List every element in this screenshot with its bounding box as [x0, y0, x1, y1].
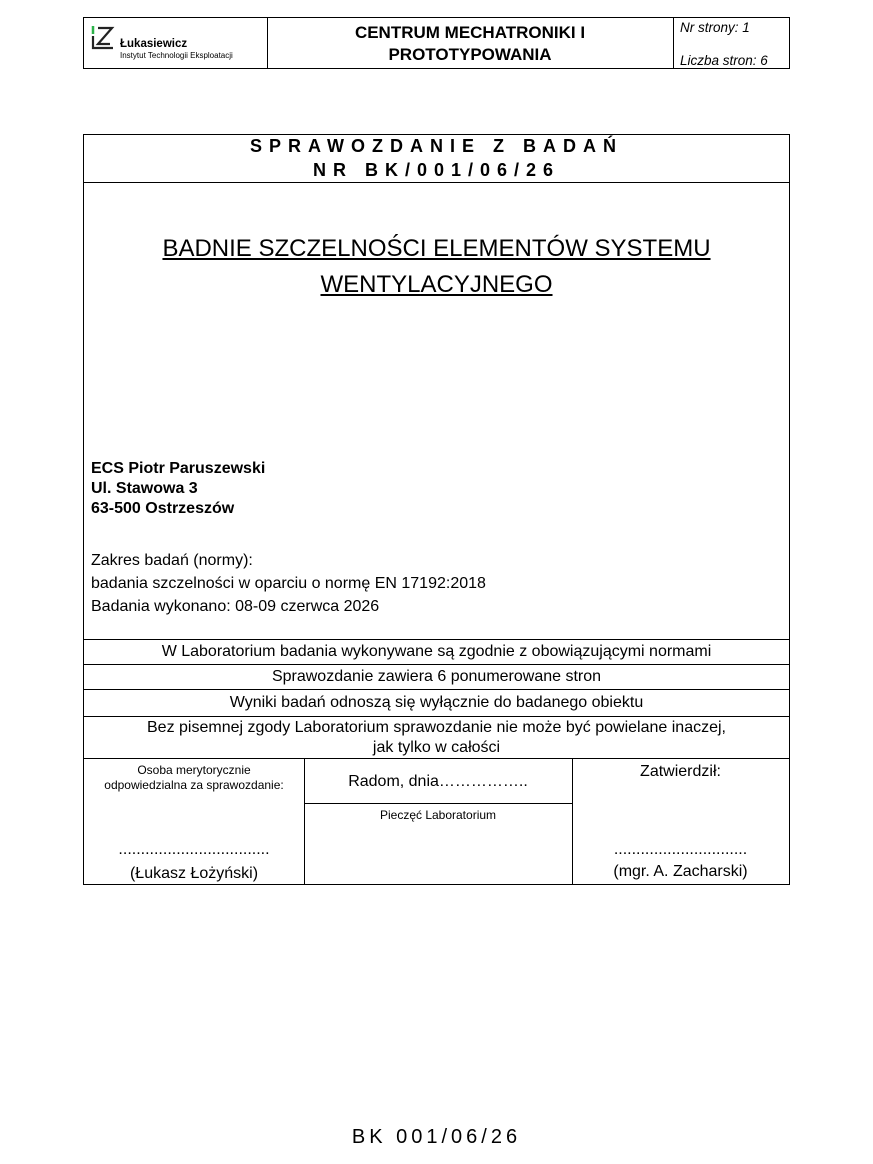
- divider: [84, 689, 789, 690]
- client-address: [91, 459, 265, 519]
- logo-cell: [84, 18, 268, 68]
- report-title-line2: WENTYLACYJNEGO: [320, 271, 553, 298]
- header-title-cell: [267, 18, 674, 68]
- note-copy-restriction: [84, 718, 789, 758]
- brand-name: Łukasiewicz: [120, 38, 188, 50]
- divider: [84, 716, 789, 717]
- page-info-cell: [673, 18, 789, 68]
- lukasiewicz-logo-icon: [90, 24, 116, 50]
- responsible-signature-line: ..................................: [118, 841, 270, 858]
- note-standards: W Laboratorium badania wykonywane są zgodnie z obowiązującymi normami: [161, 643, 712, 660]
- center-title-line1: CENTRUM MECHATRONIKI I: [354, 23, 586, 42]
- divider: [84, 182, 789, 183]
- brand-subtitle: Instytut Technologii Eksploatacji: [120, 51, 233, 60]
- responsible-label-line1: Osoba merytorycznie: [137, 763, 251, 777]
- approved-label: Zatwierdził:: [640, 763, 721, 780]
- responsible-label-line2: odpowiedzialna za sprawozdanie:: [104, 778, 284, 792]
- report-title: [84, 231, 789, 303]
- divider: [304, 803, 572, 804]
- report-number: NR BK/001/06/26: [312, 160, 561, 180]
- responsible-name: (Łukasz Łożyński): [129, 865, 259, 882]
- report-heading-line1: SPRAWOZDANIE Z BADAŃ: [250, 136, 623, 156]
- center-title-line2: PROTOTYPOWANIA: [388, 45, 552, 64]
- note-copy-line2: jak tylko w całości: [372, 739, 501, 756]
- center-title: [267, 22, 673, 66]
- client-city: 63-500 Ostrzeszów: [91, 500, 235, 517]
- report-title-line1: BADNIE SZCZELNOŚCI ELEMENTÓW SYSTEMU: [162, 235, 711, 262]
- note-results-scope: Wyniki badań odnoszą się wyłącznie do badanego obiektu: [229, 694, 644, 711]
- report-box: [83, 134, 790, 885]
- note-page-count: Sprawozdanie zawiera 6 ponumerowane stron: [271, 668, 602, 685]
- scope-dates: Badania wykonano: 08-09 czerwca 2026: [91, 598, 380, 615]
- scope-label: Zakres badań (normy):: [91, 552, 253, 569]
- approved-name: (mgr. A. Zacharski): [613, 863, 748, 880]
- client-name: ECS Piotr Paruszewski: [91, 460, 266, 477]
- approved-signature-line: ..............................: [613, 841, 748, 858]
- footer-report-code: BK 001/06/26: [351, 1126, 522, 1148]
- divider: [84, 664, 789, 665]
- client-street: Ul. Stawowa 3: [91, 480, 198, 497]
- place-date: Radom, dnia……………..: [348, 773, 528, 790]
- divider: [84, 639, 789, 640]
- responsible-label: [84, 763, 304, 793]
- page-count: Liczba stron: 6: [680, 53, 768, 68]
- page-number: Nr strony: 1: [680, 20, 750, 35]
- divider: [84, 758, 789, 759]
- test-scope: [91, 549, 486, 618]
- stamp-label: Pieczęć Laboratorium: [379, 808, 497, 822]
- page-header: [83, 17, 790, 69]
- scope-description: badania szczelności w oparciu o normę EN 17192:2018: [91, 575, 486, 592]
- note-copy-line1: Bez pisemnej zgody Laboratorium sprawozdanie nie może być powielane inaczej,: [147, 719, 726, 736]
